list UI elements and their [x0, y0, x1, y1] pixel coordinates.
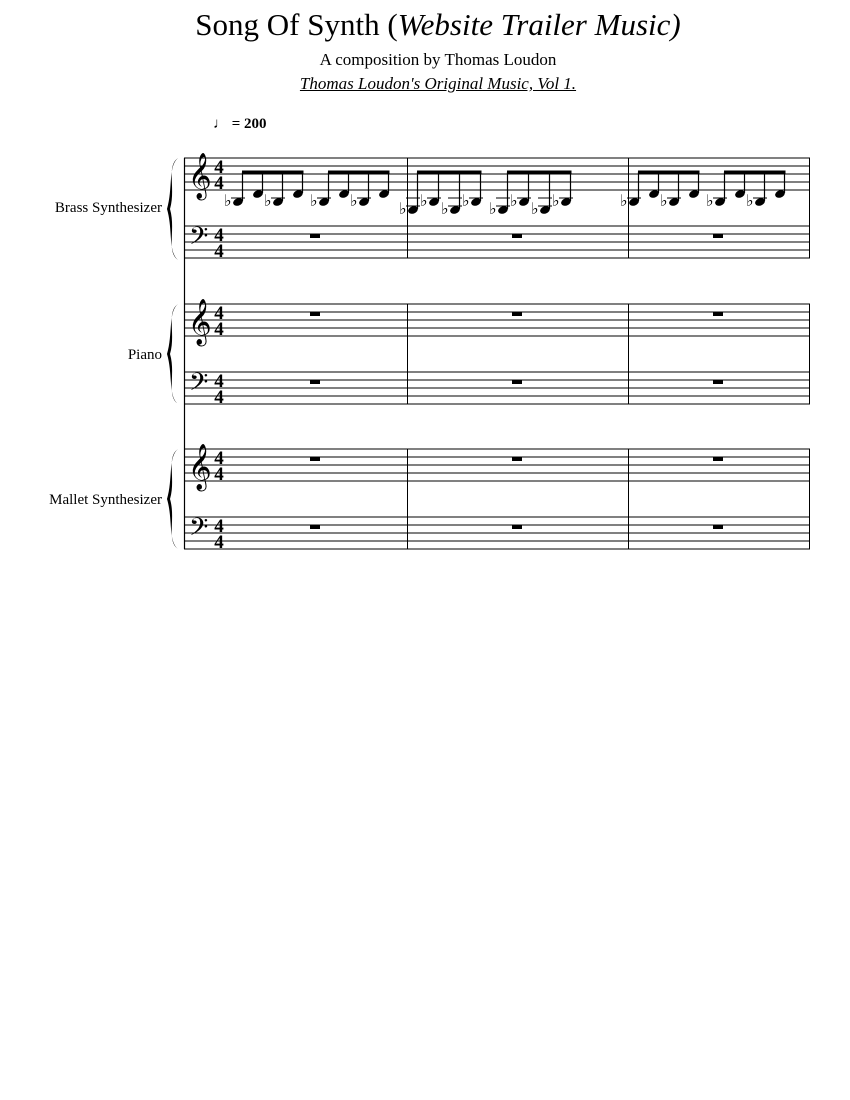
whole-rest-icon — [310, 234, 320, 238]
quarter-note-icon: ♩ — [213, 116, 228, 132]
whole-rest-icon — [713, 234, 723, 238]
flat-icon: ♭ — [399, 199, 407, 218]
staff-mallet-bass — [184, 517, 810, 549]
whole-rest-icon — [310, 525, 320, 529]
whole-rest-icon — [512, 234, 522, 238]
flat-icon: ♭ — [310, 191, 318, 210]
flat-icon: ♭ — [224, 191, 232, 210]
title-italic: Website Trailer Music) — [397, 7, 681, 42]
time-signature-denominator: 4 — [214, 464, 224, 485]
treble-clef-icon: 𝄞 — [188, 444, 212, 490]
note-beam — [638, 171, 700, 175]
time-signature-denominator: 4 — [214, 387, 224, 408]
treble-clef-icon: 𝄞 — [188, 299, 212, 345]
whole-rest-icon — [310, 457, 320, 461]
flat-icon: ♭ — [510, 191, 518, 210]
whole-rest-icon — [713, 312, 723, 316]
whole-rest-icon — [713, 380, 723, 384]
note-beam — [724, 171, 786, 175]
brace-piano — [167, 304, 178, 404]
flat-icon: ♭ — [462, 191, 470, 210]
whole-rest-icon — [512, 380, 522, 384]
collection-text: Thomas Loudon's Original Music, Vol 1. — [299, 74, 577, 93]
barlines — [408, 158, 810, 549]
tempo-value: = 200 — [228, 116, 267, 132]
flat-icon: ♭ — [420, 191, 428, 210]
whole-rest-icon — [512, 312, 522, 316]
brace-mallet — [167, 449, 178, 549]
note-beam — [242, 171, 304, 175]
bass-clef-icon: 𝄢 — [189, 368, 209, 403]
time-signature-numerator: 4 — [214, 157, 224, 178]
treble-clef-icon: 𝄞 — [188, 153, 212, 199]
time-signature-numerator: 4 — [214, 303, 224, 324]
brass-treble-notes — [224, 171, 786, 219]
bass-clef-icon: 𝄢 — [189, 222, 209, 257]
staff-piano-treble — [184, 304, 810, 336]
flat-icon: ♭ — [660, 191, 668, 210]
title-main: Song Of Synth ( — [195, 7, 398, 42]
note-beam — [507, 171, 572, 175]
note-beam — [417, 171, 482, 175]
time-signature-numerator: 4 — [214, 371, 224, 392]
time-signature-numerator: 4 — [214, 516, 224, 537]
whole-rest-icon — [310, 380, 320, 384]
flat-icon: ♭ — [706, 191, 714, 210]
staff-piano-bass — [184, 372, 810, 404]
flat-icon: ♭ — [489, 199, 497, 218]
bass-clef-icon: 𝄢 — [189, 513, 209, 548]
flat-icon: ♭ — [620, 191, 628, 210]
time-signature-denominator: 4 — [214, 173, 224, 194]
time-signature-denominator: 4 — [214, 319, 224, 340]
time-signature-denominator: 4 — [214, 532, 224, 553]
flat-icon: ♭ — [746, 191, 754, 210]
whole-rest-icon — [512, 525, 522, 529]
staff-brass-bass — [184, 226, 810, 258]
flat-icon: ♭ — [264, 191, 272, 210]
instrument-name-mallet-synthesizer: Mallet Synthesizer — [49, 492, 162, 508]
composer-line: A composition by Thomas Loudon — [319, 50, 557, 69]
whole-rest-icon — [713, 525, 723, 529]
whole-rest-icon — [713, 457, 723, 461]
time-signature-numerator: 4 — [214, 448, 224, 469]
time-signature-numerator: 4 — [214, 225, 224, 246]
brace-brass — [167, 158, 178, 260]
whole-rest-icon — [512, 457, 522, 461]
whole-rest-icon — [310, 312, 320, 316]
time-signature-denominator: 4 — [214, 241, 224, 262]
flat-icon: ♭ — [531, 199, 539, 218]
instrument-name-brass-synthesizer: Brass Synthesizer — [54, 200, 162, 216]
flat-icon: ♭ — [552, 191, 560, 210]
note-beam — [328, 171, 390, 175]
flat-icon: ♭ — [350, 191, 358, 210]
staff-mallet-treble — [184, 449, 810, 481]
flat-icon: ♭ — [441, 199, 449, 218]
instrument-name-piano: Piano — [127, 347, 162, 363]
